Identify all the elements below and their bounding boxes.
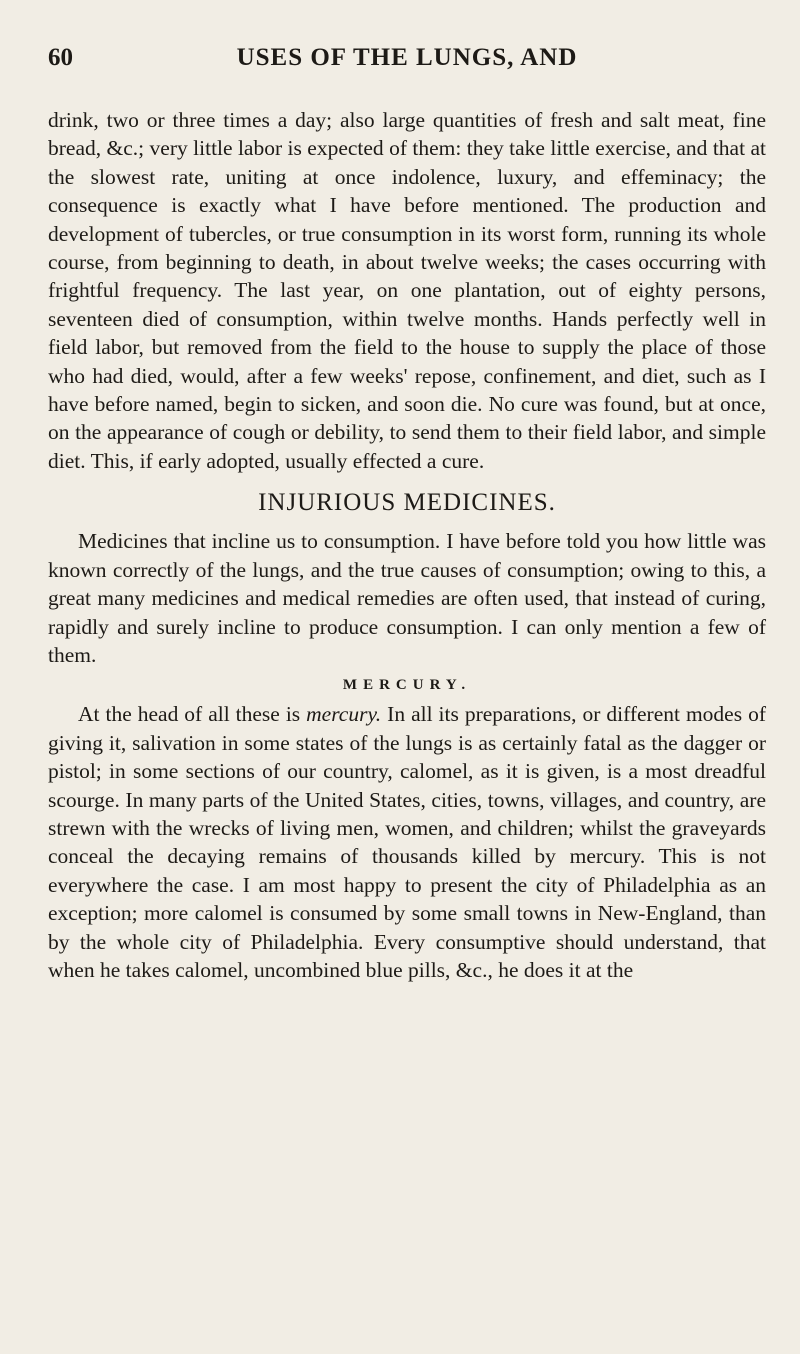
paragraph-injurious-medicines: Medicines that incline us to consumption. I have before told you how little was known correctly of the lungs, and the true causes of consumption; owing to this, a great many medicines and medical remedies are often used, that instead of curing, rapidly and surely incline to produce consumption. I can only mention a few of them.: [48, 529, 766, 667]
page-number: 60: [48, 44, 73, 71]
paragraph-consumption-cases: drink, two or three times a day; also large quantities of fresh and salt meat, fine bread, &c.; very little labor is expected of them: they take little exercise, and that at the slowest rate, uniting at once indolence, luxury, and effeminacy; the consequence is exactly what I have before mentioned. The production and development of tubercles, or true consumption in its worst form, running its whole course, from beginning to death, in about twelve weeks; the cases occurring with frightful frequency. The last year, on one plantation, out of eighty persons, seventeen died of consumption, within twelve months. Hands perfectly well in field labor, but removed from the field to the house to supply the place of those who had died, would, after a few weeks' repose, confinement, and diet, such as I have before named, begin to sicken, and soon die. No cure was found, but at once, on the appearance of cough or debility, to send them to their field labor, and simple diet. This, if early adopted, usually effected a cure.: [48, 108, 766, 473]
paragraph-mercury: [48, 700, 766, 984]
page-header: [48, 44, 766, 84]
mercury-emphasis: mercury.: [306, 702, 382, 727]
paragraph-mercury-rest: In all its preparations, or different modes of giving it, salivation in some states of the lungs is as certainly fatal as the dagger or pistol; in some sections of our country, calomel, as it is given, is a most dreadful scourge. In many parts of the United States, cities, towns, villages, and country, are strewn with the wrecks of living men, women, and children; whilst the graveyards conceal the decaying remains of thousands killed by mercury. This is not everywhere the case. I am most happy to present the city of Philadelphia as an exception; more calomel is consumed by some small towns in New-England, than by the whole city of Philadelphia. Every consumptive should understand, that when he takes calomel, uncombined blue pills, &c., he does it at the: [48, 702, 766, 982]
running-head: USES OF THE LUNGS, AND: [236, 44, 578, 71]
paragraph-mercury-start: At the head of all these is: [78, 702, 307, 727]
section-heading: INJURIOUS MEDICINES.: [258, 489, 556, 517]
subheading-mercury: MERCURY.: [342, 677, 472, 694]
